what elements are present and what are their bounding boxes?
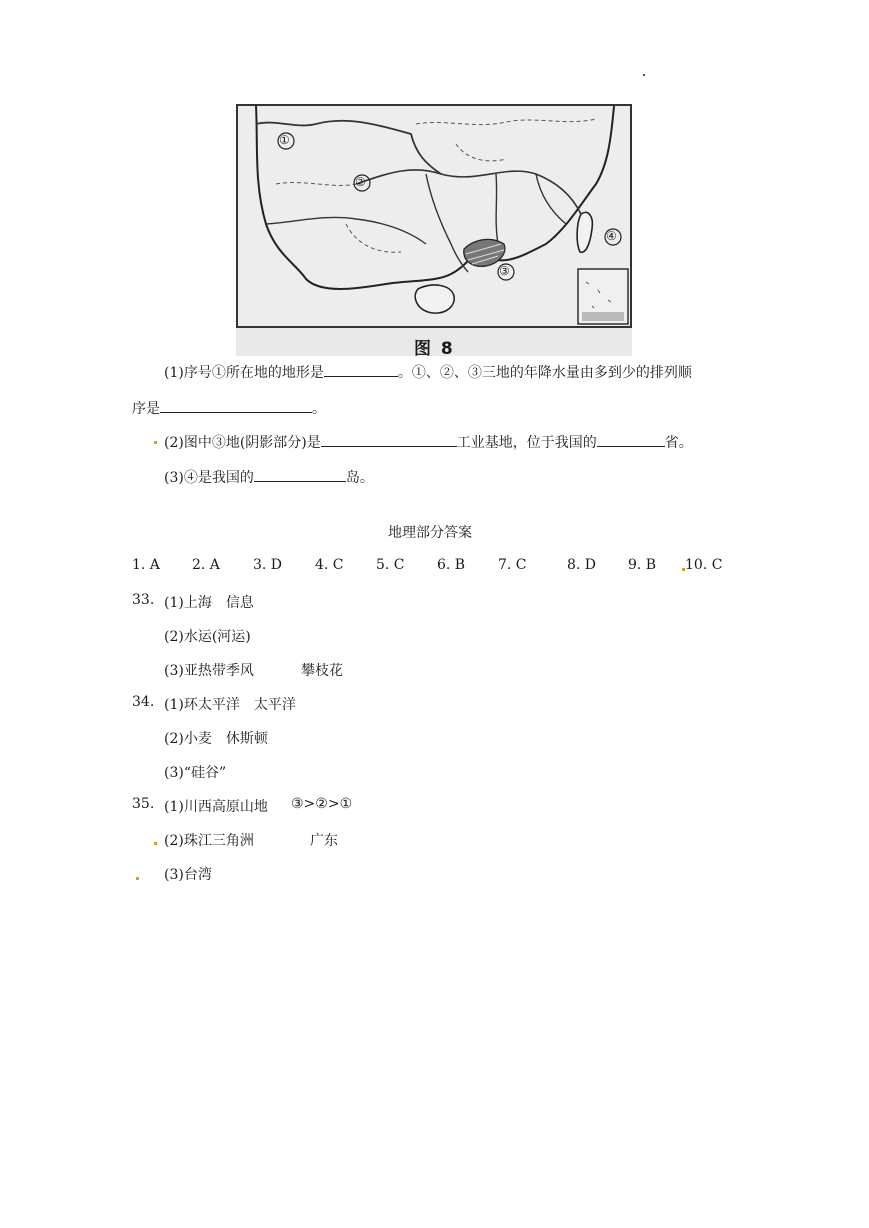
mc-answer-6: 6. B [437, 557, 466, 573]
page-mark [643, 74, 645, 76]
answers-title: 地理部分答案 [388, 525, 472, 541]
q1-text-d: 。 [312, 401, 326, 417]
answer-34-line-1: (1)环太平洋 太平洋 [164, 697, 296, 713]
mc-answer-3: 3. D [253, 557, 283, 573]
q1-blank-terrain[interactable] [324, 362, 398, 377]
q2-text-b: 工业基地，位于我国的 [456, 435, 597, 451]
marker-1: ① [279, 133, 290, 147]
marker-3: ③ [499, 264, 510, 278]
q3-blank-island[interactable] [254, 467, 346, 482]
marker-2: ② [355, 175, 366, 189]
question-1-line-2 [132, 398, 326, 418]
margin-dot [154, 842, 157, 845]
answer-34-line-2: (2)小麦 休斯顿 [164, 731, 268, 747]
answer-33-line-2: (2)水运(河运) [164, 629, 251, 645]
mc-answer-7: 7. C [498, 557, 527, 573]
question-3-line [164, 467, 374, 487]
mc-answer-10: 10. C [685, 557, 723, 573]
q3-text-a: (3)④是我国的 [164, 470, 254, 486]
question-2-line [164, 432, 693, 452]
answer-35-line-3: (3)台湾 [164, 867, 212, 883]
mc-answer-9: 9. B [628, 557, 657, 573]
mc-answer-2: 2. A [192, 557, 220, 573]
q2-blank-base[interactable] [321, 432, 457, 447]
china-south-map [236, 104, 632, 356]
answer-34-number: 34. [132, 694, 155, 710]
marker-4: ④ [606, 229, 617, 243]
map-figure [236, 104, 632, 359]
q1-text-b: 。①、②、③三地的年降水量由多到少的排列顺 [397, 365, 692, 381]
margin-dot [154, 441, 157, 444]
mc-answer-4: 4. C [315, 557, 344, 573]
answer-34-line-3: (3)“硅谷” [164, 765, 227, 781]
answer-33-line-3a: (3)亚热带季风 [164, 663, 254, 679]
answer-33-line-1: (1)上海 信息 [164, 595, 254, 611]
margin-dot [136, 877, 139, 880]
answer-35-line-2b: 广东 [310, 833, 338, 849]
q3-text-b: 岛。 [345, 470, 374, 486]
q1-text-c: 序是 [132, 401, 160, 417]
q2-text-c: 省。 [664, 435, 693, 451]
figure-caption: 图 8 [414, 339, 455, 359]
answer-35-number: 35. [132, 796, 155, 812]
q2-blank-province[interactable] [597, 432, 665, 447]
q2-text-a: (2)图中③地(阴影部分)是 [164, 435, 321, 451]
answer-35-line-1a: (1)川西高原山地 [164, 799, 268, 815]
mc-answer-8: 8. D [567, 557, 597, 573]
answer-35-line-1b: ③>②>① [291, 796, 353, 812]
answer-33-number: 33. [132, 592, 155, 608]
mc-answer-1: 1. A [132, 557, 160, 573]
q1-text-a: (1)序号①所在地的地形是 [164, 365, 324, 381]
answer-35-line-2a: (2)珠江三角洲 [164, 833, 254, 849]
answer-33-line-3b: 攀枝花 [301, 663, 343, 679]
q1-blank-order[interactable] [160, 398, 312, 413]
question-1-line [164, 362, 692, 382]
mc-answer-5: 5. C [376, 557, 405, 573]
